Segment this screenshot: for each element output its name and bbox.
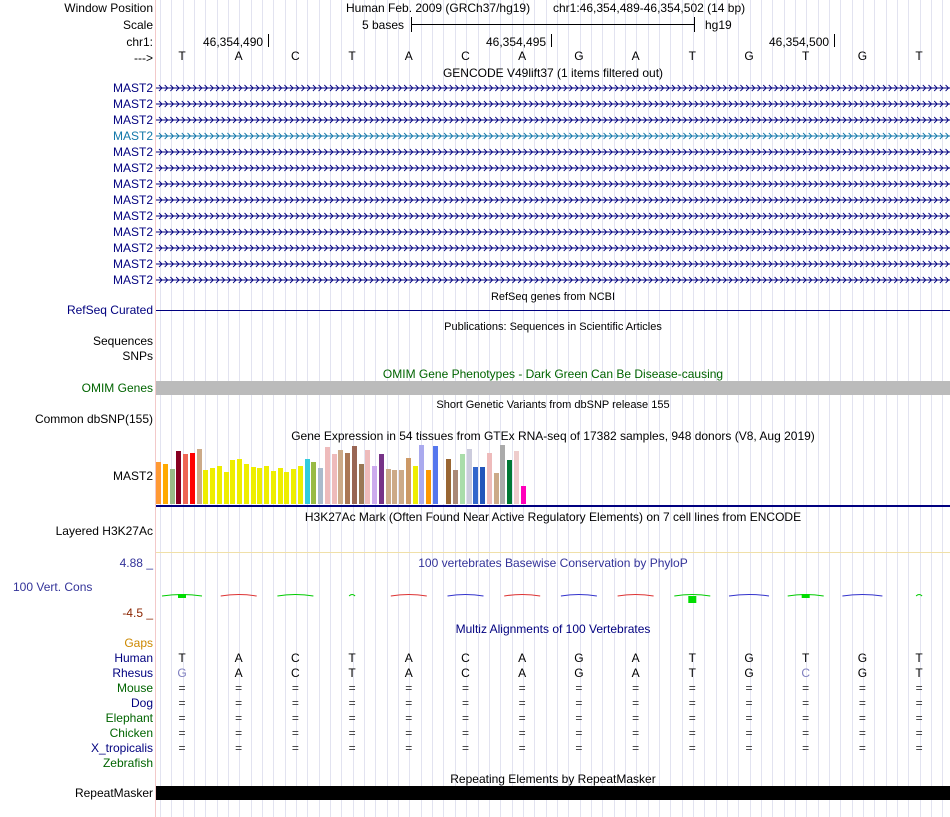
- alignment-base: A: [631, 666, 640, 680]
- base-letter: C: [291, 49, 300, 63]
- phylop-track-title[interactable]: 100 vertebrates Basewise Conservation by PhyloP: [418, 556, 688, 570]
- alignment-base: =: [348, 711, 356, 725]
- alignment-base: =: [348, 741, 356, 755]
- alignment-base: =: [688, 711, 696, 725]
- gtex-tissue-bar[interactable]: [190, 453, 195, 504]
- gencode-gene-label[interactable]: MAST2: [112, 257, 153, 271]
- phylop-min-label: -4.5 _: [122, 606, 153, 620]
- refseq-label[interactable]: RefSeq Curated: [66, 303, 153, 317]
- alignment-base: C: [291, 651, 300, 665]
- phylop-glyph: [221, 595, 257, 597]
- repeatmasker-label[interactable]: RepeatMasker: [74, 786, 153, 800]
- coord-label: 46,354,500: [769, 35, 830, 49]
- scale-label: Scale: [122, 18, 153, 32]
- alignment-base: =: [745, 696, 753, 710]
- alignment-base: =: [632, 726, 640, 740]
- alignment-base: =: [178, 681, 186, 695]
- alignment-base: =: [178, 696, 186, 710]
- alignment-base: =: [348, 726, 356, 740]
- alignment-base: =: [915, 711, 923, 725]
- gtex-tissue-bar[interactable]: [284, 472, 289, 504]
- gencode-gene-label[interactable]: MAST2: [112, 113, 153, 127]
- alignment-base: C: [461, 666, 470, 680]
- phylop-plot[interactable]: [156, 588, 950, 610]
- base-letter: A: [631, 49, 640, 63]
- dbsnp-label[interactable]: Common dbSNP(155): [34, 412, 153, 426]
- alignment-base: =: [802, 726, 810, 740]
- scale-bar: [411, 24, 694, 25]
- alignment-base: =: [348, 681, 356, 695]
- gencode-gene-label[interactable]: MAST2: [112, 241, 153, 255]
- coord-label: 46,354,490: [203, 35, 264, 49]
- gtex-tissue-bar[interactable]: [399, 470, 404, 504]
- gtex-tissue-bar[interactable]: [494, 473, 499, 504]
- alignment-base: =: [688, 726, 696, 740]
- alignment-base: T: [178, 651, 186, 665]
- alignment-base: G: [744, 651, 754, 665]
- alignment-base: =: [291, 726, 299, 740]
- alignment-base: =: [461, 726, 469, 740]
- alignment-base: C: [801, 666, 811, 680]
- alignment-base: A: [234, 651, 243, 665]
- base-letter: G: [857, 49, 868, 63]
- alignment-base: =: [802, 711, 810, 725]
- omim-gene-bar[interactable]: [156, 381, 950, 395]
- alignment-base: A: [404, 651, 413, 665]
- species-label[interactable]: Rhesus: [112, 666, 153, 680]
- coord-label: 46,354,495: [486, 35, 547, 49]
- alignment-base: =: [745, 741, 753, 755]
- alignment-base: =: [291, 741, 299, 755]
- alignment-base: A: [518, 651, 527, 665]
- alignment-base: =: [405, 726, 413, 740]
- base-letter: T: [178, 49, 186, 63]
- gtex-tissue-bar[interactable]: [183, 454, 188, 504]
- species-label[interactable]: Elephant: [105, 711, 153, 725]
- gencode-gene-label[interactable]: MAST2: [112, 209, 153, 223]
- alignment-base: =: [575, 696, 583, 710]
- gtex-tissue-bar[interactable]: [345, 453, 350, 504]
- gtex-tissue-bar[interactable]: [311, 462, 316, 504]
- dbsnp-track-title[interactable]: Short Genetic Variants from dbSNP release 155: [436, 399, 670, 411]
- alignment-base: A: [234, 666, 243, 680]
- species-label[interactable]: Dog: [130, 696, 153, 710]
- alignment-base: =: [518, 696, 526, 710]
- phylop-glyph: [349, 595, 355, 597]
- alignment-base: C: [291, 666, 300, 680]
- alignment-base: =: [461, 696, 469, 710]
- alignment-base: =: [291, 696, 299, 710]
- base-letter: T: [915, 49, 923, 63]
- species-label[interactable]: X_tropicalis: [90, 741, 153, 755]
- refseq-gene-line[interactable]: [156, 310, 950, 311]
- alignment-base: =: [688, 696, 696, 710]
- h3k27ac-track-title[interactable]: H3K27Ac Mark (Often Found Near Active Regulatory Elements) on 7 cell lines from ENCODE: [304, 510, 802, 524]
- gtex-tissue-bar[interactable]: [359, 464, 364, 504]
- omim-track-title[interactable]: OMIM Gene Phenotypes - Dark Green Can Be Disease-causing: [382, 367, 724, 381]
- gtex-tissue-bar[interactable]: [264, 466, 269, 504]
- base-letter: A: [234, 49, 243, 63]
- alignment-base: =: [632, 741, 640, 755]
- gtex-tissue-bar[interactable]: [507, 460, 512, 504]
- alignment-base: =: [405, 711, 413, 725]
- h3k27ac-baseline: [156, 552, 950, 553]
- gtex-tissue-bar[interactable]: [230, 460, 235, 504]
- gtex-baseline: [156, 505, 950, 507]
- alignment-base: =: [291, 711, 299, 725]
- alignment-base: G: [857, 651, 868, 665]
- snps-label[interactable]: SNPs: [122, 349, 153, 363]
- gtex-tissue-bar[interactable]: [163, 464, 168, 504]
- alignment-base: G: [857, 666, 868, 680]
- base-letter: T: [688, 49, 696, 63]
- gtex-tissue-bar[interactable]: [413, 466, 418, 504]
- gtex-tissue-bar[interactable]: [473, 467, 478, 504]
- gtex-tissue-bar[interactable]: [372, 466, 377, 504]
- gtex-tissue-bar[interactable]: [379, 454, 384, 504]
- alignment-base: =: [461, 681, 469, 695]
- species-label[interactable]: Human: [114, 651, 153, 665]
- alignment-base: =: [348, 696, 356, 710]
- alignment-base: =: [688, 741, 696, 755]
- gtex-tissue-bar[interactable]: [325, 447, 330, 504]
- assembly-title: Human Feb. 2009 (GRCh37/hg19): [346, 1, 531, 15]
- phylop-label[interactable]: 100 Vert. Cons: [13, 580, 93, 594]
- multiz-track-title[interactable]: Multiz Alignments of 100 Vertebrates: [455, 622, 651, 636]
- alignment-base: =: [518, 681, 526, 695]
- gtex-tissue-bar[interactable]: [170, 469, 175, 504]
- alignment-base: =: [291, 681, 299, 695]
- coord-tick: [834, 34, 835, 47]
- refseq-track-title[interactable]: RefSeq genes from NCBI: [490, 291, 616, 303]
- scale-bar-left-tick: [411, 17, 412, 32]
- alignment-base: G: [177, 666, 187, 680]
- gencode-gene-label[interactable]: MAST2: [112, 97, 153, 111]
- base-letter: C: [461, 49, 470, 63]
- alignment-base: T: [802, 651, 810, 665]
- base-letter: A: [518, 49, 527, 63]
- alignment-base: =: [575, 726, 583, 740]
- gtex-tissue-bar[interactable]: [433, 446, 438, 504]
- alignment-base: =: [575, 711, 583, 725]
- alignment-base: T: [688, 651, 696, 665]
- publications-track-title[interactable]: Publications: Sequences in Scientific Articles: [444, 321, 662, 333]
- omim-label[interactable]: OMIM Genes: [81, 381, 153, 395]
- gtex-tissue-bar[interactable]: [521, 486, 526, 504]
- gencode-transcripts[interactable]: [156, 80, 950, 290]
- phylop-glyph: [618, 595, 654, 597]
- alignment-base: T: [348, 666, 356, 680]
- gtex-tissue-bar[interactable]: [197, 449, 202, 504]
- gtex-tissue-bar[interactable]: [298, 466, 303, 504]
- gtex-label[interactable]: MAST2: [112, 469, 153, 483]
- alignment-base: =: [745, 711, 753, 725]
- coord-tick: [268, 34, 269, 47]
- alignment-base: =: [178, 711, 186, 725]
- gtex-tissue-bar[interactable]: [305, 459, 310, 504]
- alignment-base: =: [632, 681, 640, 695]
- species-label[interactable]: Mouse: [116, 681, 153, 695]
- gtex-tissue-bar[interactable]: [467, 449, 472, 504]
- window-position-label: Window Position: [64, 1, 153, 15]
- alignment-base: =: [235, 741, 243, 755]
- phylop-glyph: [277, 595, 313, 597]
- gtex-tissue-bar[interactable]: [338, 450, 343, 504]
- alignment-base: =: [235, 681, 243, 695]
- gtex-tissue-bar[interactable]: [332, 454, 337, 504]
- gtex-tissue-bar[interactable]: [271, 471, 276, 504]
- alignment-base: =: [405, 741, 413, 755]
- alignment-base: G: [574, 651, 584, 665]
- phylop-glyph: [916, 595, 922, 597]
- gtex-tissue-bar[interactable]: [203, 470, 208, 504]
- alignment-base: =: [461, 711, 469, 725]
- alignment-base: =: [858, 696, 866, 710]
- alignment-base: =: [405, 681, 413, 695]
- alignment-base: =: [632, 696, 640, 710]
- scale-db: hg19: [705, 18, 732, 32]
- publications-label[interactable]: Sequences: [92, 334, 153, 348]
- alignment-base: =: [745, 681, 753, 695]
- alignment-base: T: [915, 651, 923, 665]
- base-letter: A: [404, 49, 413, 63]
- alignment-base: =: [405, 696, 413, 710]
- gtex-tissue-bar[interactable]: [210, 468, 215, 504]
- gtex-tissue-bar[interactable]: [224, 472, 229, 504]
- alignment-base: =: [688, 681, 696, 695]
- phylop-glyph: [391, 595, 427, 597]
- gtex-tissue-bar[interactable]: [446, 459, 451, 504]
- alignment-base: =: [575, 741, 583, 755]
- alignment-base: =: [518, 711, 526, 725]
- base-sequence: [0, 49, 950, 63]
- gtex-tissue-bar[interactable]: [440, 480, 445, 504]
- gtex-tissue-bar[interactable]: [406, 458, 411, 504]
- gtex-tissue-bar[interactable]: [365, 450, 370, 504]
- base-letter: T: [802, 49, 810, 63]
- phylop-max-label: 4.88 _: [119, 556, 153, 570]
- gencode-gene-label[interactable]: MAST2: [112, 161, 153, 175]
- gtex-tissue-bar[interactable]: [480, 467, 485, 504]
- gencode-gene-label[interactable]: MAST2: [112, 225, 153, 239]
- phylop-glyph: [561, 595, 597, 597]
- gtex-tissue-bar[interactable]: [251, 467, 256, 504]
- gtex-tissue-bar[interactable]: [244, 464, 249, 504]
- alignment-base: =: [915, 726, 923, 740]
- gtex-tissue-bar[interactable]: [156, 462, 161, 504]
- gencode-gene-label[interactable]: MAST2: [112, 145, 153, 159]
- species-label[interactable]: Chicken: [109, 726, 153, 740]
- alignment-base: =: [745, 726, 753, 740]
- scale-text: 5 bases: [362, 18, 405, 32]
- gencode-track-title[interactable]: GENCODE V49lift37 (1 items filtered out): [442, 66, 664, 80]
- gtex-tissue-bar[interactable]: [419, 445, 424, 504]
- gtex-tissue-bar[interactable]: [318, 468, 323, 504]
- gencode-gene-label[interactable]: MAST2: [112, 177, 153, 191]
- alignment-base: =: [915, 681, 923, 695]
- alignment-base: =: [802, 741, 810, 755]
- alignment-base: =: [518, 726, 526, 740]
- alignment-base: T: [688, 666, 696, 680]
- alignment-base: A: [518, 666, 527, 680]
- scale-bar-right-tick: [694, 17, 695, 32]
- alignment-base: T: [348, 651, 356, 665]
- alignment-base: C: [461, 651, 470, 665]
- alignment-base: G: [744, 666, 754, 680]
- alignment-base: =: [178, 726, 186, 740]
- alignment-base: T: [915, 666, 923, 680]
- position-readout: chr1:46,354,489-46,354,502 (14 bp): [553, 1, 746, 15]
- alignment-base: A: [404, 666, 413, 680]
- gtex-tissue-bar[interactable]: [392, 470, 397, 504]
- gtex-tissue-bar[interactable]: [500, 445, 505, 504]
- phylop-glyph: [674, 595, 710, 597]
- repeatmasker-track-title[interactable]: Repeating Elements by RepeatMasker: [450, 772, 656, 786]
- base-letter: G: [744, 49, 754, 63]
- alignment-base: =: [858, 741, 866, 755]
- phylop-score-mark: [688, 596, 696, 603]
- phylop-glyph: [729, 595, 769, 597]
- alignment-base: =: [518, 741, 526, 755]
- gtex-tissue-bar[interactable]: [291, 469, 296, 504]
- h3k27ac-label[interactable]: Layered H3K27Ac: [55, 524, 153, 538]
- gencode-gene-label[interactable]: MAST2: [112, 81, 153, 95]
- gtex-track-title[interactable]: Gene Expression in 54 tissues from GTEx RNA-seq of 17382 samples, 948 donors (V8, Aug 2019): [291, 429, 815, 443]
- alignment-base: =: [802, 681, 810, 695]
- alignment-base: =: [915, 741, 923, 755]
- gtex-tissue-bar[interactable]: [460, 454, 465, 504]
- coord-tick: [551, 34, 552, 47]
- alignment-base: =: [235, 726, 243, 740]
- gtex-tissue-bar[interactable]: [278, 468, 283, 504]
- gencode-gene-label[interactable]: MAST2: [112, 193, 153, 207]
- gtex-tissue-bar[interactable]: [217, 466, 222, 504]
- alignment-base: =: [802, 696, 810, 710]
- gencode-gene-label[interactable]: MAST2: [112, 273, 153, 287]
- phylop-glyph: [504, 595, 540, 597]
- gtex-tissue-bar[interactable]: [176, 451, 181, 504]
- gaps-label: Gaps: [124, 636, 153, 650]
- base-letter: T: [348, 49, 356, 63]
- phylop-glyph: [842, 595, 882, 597]
- species-label[interactable]: Zebrafish: [102, 756, 153, 770]
- phylop-glyph: [448, 595, 484, 597]
- alignment-base: =: [461, 741, 469, 755]
- gtex-tissue-bar[interactable]: [514, 451, 519, 504]
- alignment-base: G: [574, 666, 584, 680]
- alignment-base: =: [575, 681, 583, 695]
- alignment-base: =: [632, 711, 640, 725]
- alignment-base: =: [235, 696, 243, 710]
- gtex-tissue-bar[interactable]: [386, 469, 391, 504]
- alignment-base: =: [858, 681, 866, 695]
- phylop-score-mark: [802, 594, 810, 598]
- alignment-base: =: [235, 711, 243, 725]
- gencode-gene-label[interactable]: MAST2: [112, 129, 153, 143]
- base-letter: G: [574, 49, 584, 63]
- alignment-base: =: [858, 726, 866, 740]
- gtex-tissue-bar[interactable]: [237, 459, 242, 504]
- gtex-tissue-bar[interactable]: [453, 470, 458, 504]
- gtex-tissue-bar[interactable]: [257, 468, 262, 504]
- alignment-base: =: [178, 741, 186, 755]
- alignment-base: A: [631, 651, 640, 665]
- gtex-bar-chart[interactable]: [156, 445, 536, 504]
- chr-label: chr1:: [126, 35, 153, 49]
- alignment-base: =: [915, 696, 923, 710]
- gtex-tissue-bar[interactable]: [426, 470, 431, 504]
- repeatmasker-bar[interactable]: [156, 786, 950, 800]
- direction-label: --->: [134, 51, 153, 65]
- phylop-score-mark: [178, 594, 186, 598]
- alignment-base: =: [858, 711, 866, 725]
- gtex-tissue-bar[interactable]: [352, 446, 357, 504]
- gtex-tissue-bar[interactable]: [487, 453, 492, 504]
